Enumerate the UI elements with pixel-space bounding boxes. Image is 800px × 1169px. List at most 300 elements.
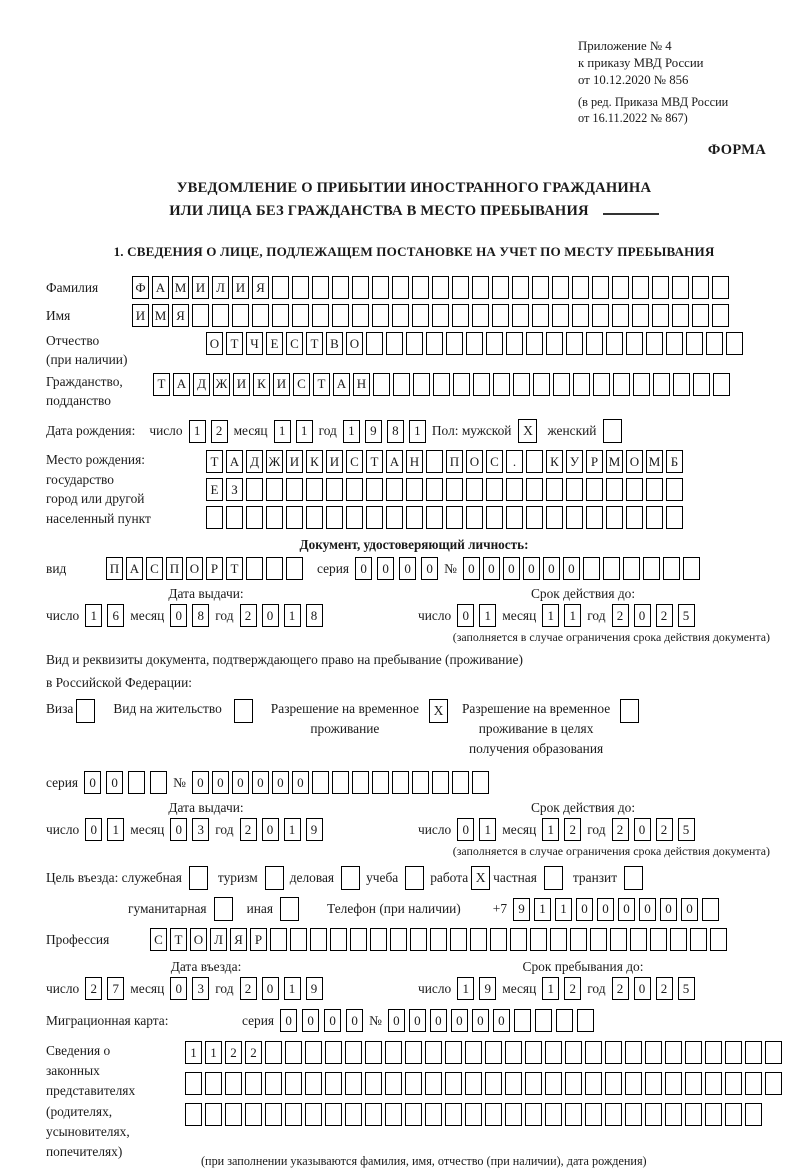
char-cell[interactable]: С [150, 928, 167, 951]
char-cell[interactable]: 1 [542, 604, 559, 627]
char-cell[interactable] [506, 332, 523, 355]
char-cell[interactable] [585, 1103, 602, 1126]
char-cell[interactable] [526, 506, 543, 529]
char-cell[interactable] [605, 1103, 622, 1126]
char-cell[interactable] [225, 1072, 242, 1095]
char-cell[interactable] [390, 928, 407, 951]
char-cell[interactable] [485, 1103, 502, 1126]
char-cell[interactable]: 0 [346, 1009, 363, 1032]
char-cell[interactable] [452, 771, 469, 794]
char-cell[interactable]: Ф [132, 276, 149, 299]
char-cell[interactable] [713, 373, 730, 396]
char-cell[interactable]: А [386, 450, 403, 473]
char-cell[interactable]: 0 [634, 818, 651, 841]
char-cell[interactable] [232, 304, 249, 327]
char-cell[interactable] [665, 1072, 682, 1095]
char-cell[interactable] [292, 276, 309, 299]
char-cell[interactable]: 0 [421, 557, 438, 580]
char-cell[interactable]: 0 [262, 818, 279, 841]
char-cell[interactable] [306, 478, 323, 501]
char-cell[interactable] [585, 1072, 602, 1095]
char-cell[interactable] [285, 1072, 302, 1095]
char-cell[interactable] [445, 1072, 462, 1095]
char-cell[interactable] [246, 506, 263, 529]
char-cell[interactable]: И [232, 276, 249, 299]
char-cell[interactable] [485, 1072, 502, 1095]
char-cell[interactable]: 1 [555, 898, 572, 921]
char-cell[interactable] [205, 1103, 222, 1126]
char-cell[interactable] [385, 1041, 402, 1064]
char-cell[interactable] [486, 506, 503, 529]
char-cell[interactable]: У [566, 450, 583, 473]
char-cell[interactable] [702, 898, 719, 921]
char-cell[interactable]: К [306, 450, 323, 473]
char-cell[interactable] [265, 1103, 282, 1126]
char-cell[interactable] [685, 1041, 702, 1064]
char-cell[interactable] [506, 506, 523, 529]
char-cell[interactable] [672, 304, 689, 327]
char-cell[interactable] [266, 478, 283, 501]
char-cell[interactable]: 0 [457, 818, 474, 841]
char-cell[interactable]: 0 [639, 898, 656, 921]
char-cell[interactable] [366, 332, 383, 355]
char-cell[interactable]: С [146, 557, 163, 580]
char-cell[interactable] [745, 1072, 762, 1095]
char-cell[interactable] [526, 332, 543, 355]
char-cell[interactable] [570, 928, 587, 951]
char-cell[interactable] [572, 276, 589, 299]
char-cell[interactable]: Т [306, 332, 323, 355]
char-cell[interactable]: 2 [245, 1041, 262, 1064]
char-cell[interactable]: . [506, 450, 523, 473]
char-cell[interactable] [392, 276, 409, 299]
char-cell[interactable] [546, 478, 563, 501]
char-cell[interactable] [545, 1103, 562, 1126]
char-cell[interactable]: 1 [274, 420, 291, 443]
char-cell[interactable] [412, 276, 429, 299]
char-cell[interactable]: Я [252, 276, 269, 299]
char-cell[interactable]: С [293, 373, 310, 396]
char-cell[interactable] [712, 304, 729, 327]
char-cell[interactable] [226, 506, 243, 529]
char-cell[interactable]: 0 [503, 557, 520, 580]
char-cell[interactable] [312, 771, 329, 794]
char-cell[interactable] [525, 1072, 542, 1095]
char-cell[interactable] [326, 478, 343, 501]
char-cell[interactable] [245, 1103, 262, 1126]
char-cell[interactable] [366, 506, 383, 529]
char-cell[interactable]: 2 [564, 818, 581, 841]
char-cell[interactable] [665, 1103, 682, 1126]
sex-female-checkbox[interactable] [603, 419, 622, 443]
char-cell[interactable]: 2 [656, 604, 673, 627]
char-cell[interactable] [426, 332, 443, 355]
char-cell[interactable] [286, 557, 303, 580]
char-cell[interactable] [405, 1103, 422, 1126]
char-cell[interactable] [526, 450, 543, 473]
char-cell[interactable] [472, 771, 489, 794]
char-cell[interactable] [206, 506, 223, 529]
char-cell[interactable] [705, 1072, 722, 1095]
char-cell[interactable] [473, 373, 490, 396]
char-cell[interactable] [672, 276, 689, 299]
char-cell[interactable] [332, 276, 349, 299]
char-cell[interactable] [712, 276, 729, 299]
char-cell[interactable] [285, 1103, 302, 1126]
residence-permit-checkbox[interactable] [234, 699, 253, 723]
char-cell[interactable] [532, 276, 549, 299]
char-cell[interactable] [632, 304, 649, 327]
char-cell[interactable] [406, 332, 423, 355]
char-cell[interactable] [553, 373, 570, 396]
char-cell[interactable] [726, 332, 743, 355]
char-cell[interactable] [205, 1072, 222, 1095]
char-cell[interactable] [192, 304, 209, 327]
char-cell[interactable]: 9 [513, 898, 530, 921]
char-cell[interactable]: 5 [678, 818, 695, 841]
char-cell[interactable]: 0 [170, 977, 187, 1000]
char-cell[interactable] [306, 506, 323, 529]
char-cell[interactable] [545, 1041, 562, 1064]
char-cell[interactable] [530, 928, 547, 951]
char-cell[interactable]: О [206, 332, 223, 355]
char-cell[interactable] [432, 276, 449, 299]
char-cell[interactable] [185, 1103, 202, 1126]
char-cell[interactable] [432, 304, 449, 327]
char-cell[interactable] [446, 506, 463, 529]
char-cell[interactable] [652, 276, 669, 299]
char-cell[interactable] [643, 557, 660, 580]
char-cell[interactable]: С [346, 450, 363, 473]
char-cell[interactable]: 0 [618, 898, 635, 921]
char-cell[interactable] [510, 928, 527, 951]
char-cell[interactable]: 0 [212, 771, 229, 794]
char-cell[interactable] [373, 373, 390, 396]
char-cell[interactable]: 9 [479, 977, 496, 1000]
char-cell[interactable]: 0 [106, 771, 123, 794]
char-cell[interactable]: 2 [612, 977, 629, 1000]
char-cell[interactable]: 1 [457, 977, 474, 1000]
char-cell[interactable] [465, 1103, 482, 1126]
char-cell[interactable]: 2 [240, 818, 257, 841]
char-cell[interactable] [683, 557, 700, 580]
char-cell[interactable] [426, 506, 443, 529]
char-cell[interactable]: 1 [296, 420, 313, 443]
char-cell[interactable] [386, 506, 403, 529]
char-cell[interactable]: 1 [284, 818, 301, 841]
char-cell[interactable]: Т [226, 557, 243, 580]
char-cell[interactable]: Р [206, 557, 223, 580]
char-cell[interactable]: 0 [634, 604, 651, 627]
char-cell[interactable]: 2 [656, 977, 673, 1000]
char-cell[interactable]: 2 [612, 604, 629, 627]
char-cell[interactable] [603, 557, 620, 580]
char-cell[interactable] [352, 771, 369, 794]
char-cell[interactable] [546, 506, 563, 529]
char-cell[interactable]: 0 [170, 818, 187, 841]
purpose-business-checkbox[interactable] [341, 866, 360, 890]
char-cell[interactable] [533, 373, 550, 396]
char-cell[interactable] [525, 1103, 542, 1126]
char-cell[interactable] [705, 1103, 722, 1126]
char-cell[interactable] [345, 1041, 362, 1064]
char-cell[interactable]: 0 [262, 604, 279, 627]
char-cell[interactable]: 0 [302, 1009, 319, 1032]
char-cell[interactable]: 0 [280, 1009, 297, 1032]
char-cell[interactable] [566, 332, 583, 355]
char-cell[interactable] [330, 928, 347, 951]
char-cell[interactable] [586, 506, 603, 529]
char-cell[interactable] [645, 1041, 662, 1064]
char-cell[interactable]: 8 [306, 604, 323, 627]
char-cell[interactable] [393, 373, 410, 396]
char-cell[interactable] [310, 928, 327, 951]
char-cell[interactable]: П [446, 450, 463, 473]
char-cell[interactable] [514, 1009, 531, 1032]
char-cell[interactable] [332, 771, 349, 794]
char-cell[interactable]: З [226, 478, 243, 501]
char-cell[interactable] [693, 373, 710, 396]
char-cell[interactable] [286, 506, 303, 529]
char-cell[interactable] [705, 1041, 722, 1064]
char-cell[interactable]: А [152, 276, 169, 299]
char-cell[interactable] [710, 928, 727, 951]
char-cell[interactable]: И [286, 450, 303, 473]
char-cell[interactable] [385, 1103, 402, 1126]
char-cell[interactable] [606, 506, 623, 529]
char-cell[interactable] [525, 1041, 542, 1064]
char-cell[interactable]: А [333, 373, 350, 396]
char-cell[interactable] [385, 1072, 402, 1095]
char-cell[interactable] [425, 1103, 442, 1126]
char-cell[interactable] [492, 276, 509, 299]
char-cell[interactable] [706, 332, 723, 355]
char-cell[interactable] [432, 771, 449, 794]
char-cell[interactable]: А [126, 557, 143, 580]
char-cell[interactable]: 0 [597, 898, 614, 921]
char-cell[interactable]: О [186, 557, 203, 580]
char-cell[interactable] [613, 373, 630, 396]
char-cell[interactable] [466, 332, 483, 355]
char-cell[interactable] [625, 1041, 642, 1064]
char-cell[interactable] [486, 332, 503, 355]
char-cell[interactable] [446, 478, 463, 501]
char-cell[interactable]: 3 [192, 977, 209, 1000]
char-cell[interactable]: 0 [399, 557, 416, 580]
char-cell[interactable] [486, 478, 503, 501]
char-cell[interactable] [445, 1041, 462, 1064]
char-cell[interactable] [725, 1103, 742, 1126]
char-cell[interactable] [665, 1041, 682, 1064]
char-cell[interactable]: Я [230, 928, 247, 951]
char-cell[interactable] [545, 1072, 562, 1095]
char-cell[interactable] [406, 478, 423, 501]
char-cell[interactable] [372, 304, 389, 327]
char-cell[interactable] [345, 1103, 362, 1126]
char-cell[interactable] [410, 928, 427, 951]
char-cell[interactable] [592, 276, 609, 299]
char-cell[interactable] [472, 304, 489, 327]
char-cell[interactable] [556, 1009, 573, 1032]
char-cell[interactable]: 1 [205, 1041, 222, 1064]
char-cell[interactable] [493, 373, 510, 396]
char-cell[interactable]: С [286, 332, 303, 355]
char-cell[interactable] [272, 304, 289, 327]
char-cell[interactable]: 0 [463, 557, 480, 580]
char-cell[interactable] [372, 771, 389, 794]
char-cell[interactable]: Д [193, 373, 210, 396]
char-cell[interactable] [505, 1103, 522, 1126]
char-cell[interactable]: А [173, 373, 190, 396]
char-cell[interactable] [573, 373, 590, 396]
char-cell[interactable] [386, 478, 403, 501]
char-cell[interactable]: 0 [681, 898, 698, 921]
char-cell[interactable] [610, 928, 627, 951]
char-cell[interactable]: П [166, 557, 183, 580]
char-cell[interactable]: 2 [85, 977, 102, 1000]
char-cell[interactable]: 1 [564, 604, 581, 627]
char-cell[interactable]: 0 [85, 818, 102, 841]
char-cell[interactable] [552, 304, 569, 327]
edu-residence-checkbox[interactable] [620, 699, 639, 723]
char-cell[interactable]: Т [206, 450, 223, 473]
char-cell[interactable] [585, 1041, 602, 1064]
char-cell[interactable]: И [132, 304, 149, 327]
char-cell[interactable] [492, 304, 509, 327]
char-cell[interactable]: Т [226, 332, 243, 355]
char-cell[interactable] [692, 304, 709, 327]
char-cell[interactable]: 0 [388, 1009, 405, 1032]
char-cell[interactable]: Т [313, 373, 330, 396]
char-cell[interactable] [645, 1072, 662, 1095]
char-cell[interactable]: 0 [252, 771, 269, 794]
char-cell[interactable] [506, 478, 523, 501]
char-cell[interactable] [325, 1103, 342, 1126]
char-cell[interactable]: 0 [324, 1009, 341, 1032]
char-cell[interactable] [650, 928, 667, 951]
purpose-official-checkbox[interactable] [189, 866, 208, 890]
char-cell[interactable]: Я [172, 304, 189, 327]
char-cell[interactable]: 2 [612, 818, 629, 841]
char-cell[interactable]: 0 [472, 1009, 489, 1032]
char-cell[interactable] [566, 506, 583, 529]
char-cell[interactable] [305, 1103, 322, 1126]
char-cell[interactable]: 1 [343, 420, 360, 443]
purpose-work-checkbox[interactable]: X [471, 866, 490, 890]
char-cell[interactable] [366, 478, 383, 501]
char-cell[interactable] [565, 1103, 582, 1126]
char-cell[interactable]: 1 [185, 1041, 202, 1064]
char-cell[interactable]: 1 [542, 977, 559, 1000]
char-cell[interactable]: 1 [409, 420, 426, 443]
char-cell[interactable] [452, 304, 469, 327]
char-cell[interactable] [346, 478, 363, 501]
char-cell[interactable]: Р [586, 450, 603, 473]
char-cell[interactable] [270, 928, 287, 951]
char-cell[interactable]: Л [210, 928, 227, 951]
char-cell[interactable] [212, 304, 229, 327]
char-cell[interactable]: М [606, 450, 623, 473]
char-cell[interactable]: С [486, 450, 503, 473]
char-cell[interactable] [392, 771, 409, 794]
char-cell[interactable] [430, 928, 447, 951]
char-cell[interactable]: 1 [189, 420, 206, 443]
char-cell[interactable]: 2 [225, 1041, 242, 1064]
char-cell[interactable] [225, 1103, 242, 1126]
char-cell[interactable] [245, 1072, 262, 1095]
char-cell[interactable]: И [233, 373, 250, 396]
char-cell[interactable] [526, 478, 543, 501]
char-cell[interactable] [513, 373, 530, 396]
char-cell[interactable]: М [152, 304, 169, 327]
char-cell[interactable] [612, 276, 629, 299]
char-cell[interactable]: 9 [306, 818, 323, 841]
char-cell[interactable]: 0 [576, 898, 593, 921]
char-cell[interactable] [252, 304, 269, 327]
char-cell[interactable] [586, 478, 603, 501]
char-cell[interactable] [470, 928, 487, 951]
char-cell[interactable] [673, 373, 690, 396]
char-cell[interactable] [453, 373, 470, 396]
char-cell[interactable] [365, 1072, 382, 1095]
char-cell[interactable] [425, 1041, 442, 1064]
char-cell[interactable]: 3 [192, 818, 209, 841]
char-cell[interactable] [365, 1041, 382, 1064]
char-cell[interactable] [312, 276, 329, 299]
char-cell[interactable] [433, 373, 450, 396]
char-cell[interactable] [325, 1072, 342, 1095]
char-cell[interactable]: К [253, 373, 270, 396]
char-cell[interactable]: О [626, 450, 643, 473]
char-cell[interactable] [446, 332, 463, 355]
char-cell[interactable]: 0 [563, 557, 580, 580]
char-cell[interactable]: К [546, 450, 563, 473]
char-cell[interactable]: 2 [240, 977, 257, 1000]
purpose-transit-checkbox[interactable] [624, 866, 643, 890]
sex-male-checkbox[interactable]: X [518, 419, 537, 443]
char-cell[interactable] [686, 332, 703, 355]
char-cell[interactable]: 1 [479, 604, 496, 627]
char-cell[interactable] [266, 506, 283, 529]
char-cell[interactable]: А [226, 450, 243, 473]
char-cell[interactable]: 7 [107, 977, 124, 1000]
char-cell[interactable] [550, 928, 567, 951]
char-cell[interactable] [565, 1041, 582, 1064]
char-cell[interactable] [623, 557, 640, 580]
char-cell[interactable]: 0 [483, 557, 500, 580]
char-cell[interactable] [546, 332, 563, 355]
char-cell[interactable] [350, 928, 367, 951]
char-cell[interactable] [128, 771, 145, 794]
char-cell[interactable]: 0 [409, 1009, 426, 1032]
char-cell[interactable] [535, 1009, 552, 1032]
char-cell[interactable]: Ч [246, 332, 263, 355]
char-cell[interactable] [765, 1041, 782, 1064]
char-cell[interactable] [305, 1072, 322, 1095]
temp-residence-checkbox[interactable]: X [429, 699, 448, 723]
char-cell[interactable]: 0 [377, 557, 394, 580]
char-cell[interactable] [485, 1041, 502, 1064]
char-cell[interactable] [425, 1072, 442, 1095]
char-cell[interactable]: 1 [85, 604, 102, 627]
char-cell[interactable] [505, 1041, 522, 1064]
char-cell[interactable] [512, 304, 529, 327]
char-cell[interactable] [725, 1041, 742, 1064]
char-cell[interactable] [386, 332, 403, 355]
char-cell[interactable]: 9 [365, 420, 382, 443]
char-cell[interactable] [646, 478, 663, 501]
char-cell[interactable]: 0 [272, 771, 289, 794]
